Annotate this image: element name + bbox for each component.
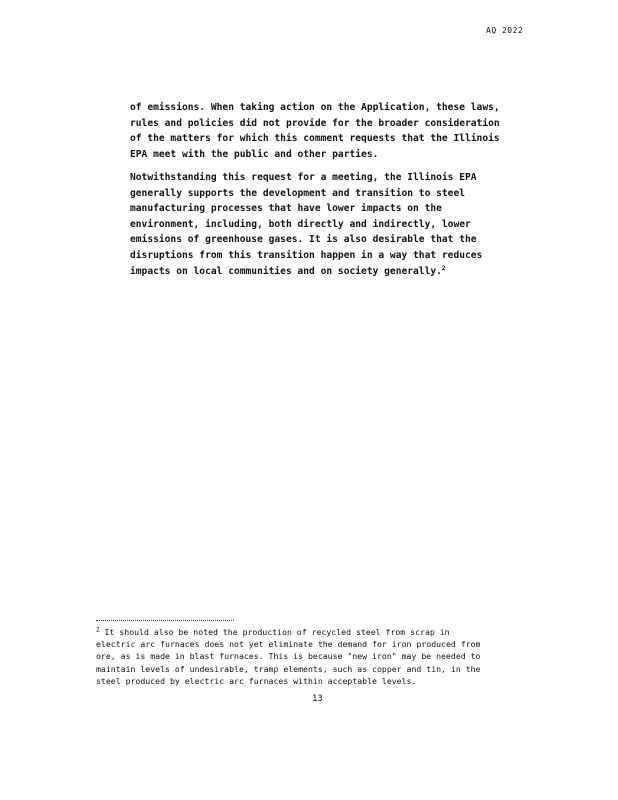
footnote-line-text: It should also be noted the production of recycled steel from scrap in	[99, 627, 450, 637]
document-code: AQ 2022	[486, 26, 524, 35]
paragraph-line: manufacturing processes that have lower impacts on the	[130, 203, 442, 215]
body-paragraph-2	[130, 170, 550, 279]
footnote	[96, 626, 546, 687]
paragraph-line: disruptions from this transition happen in a way that reduces	[130, 249, 483, 261]
paragraph-line-last	[130, 264, 550, 280]
paragraph-line: of the matters for which this comment requests that the Illinois	[130, 133, 500, 145]
paragraph-line: generally supports the development and transition to steel	[130, 187, 466, 199]
paragraph-line-text: impacts on local communities and on society generally.	[130, 265, 442, 277]
footnote-line: electric arc furnaces does not yet eliminate the demand for iron produced from	[96, 639, 481, 650]
footnote-line: maintain levels of undesirable, tramp elements, such as copper and tin, in the	[96, 663, 481, 674]
paragraph-line: environment, including, both directly and indirectly, lower	[130, 218, 471, 230]
paragraph-line: EPA meet with the public and other parties.	[130, 148, 379, 160]
footnote-line: ore, as is made in blast furnaces. This is because "new iron" may be needed to	[96, 651, 481, 662]
paragraph-line: Notwithstanding this request for a meeting, the Illinois EPA	[130, 172, 477, 183]
footnote-separator	[96, 620, 234, 621]
paragraph-line: emissions of greenhouse gases. It is also desirable that the	[130, 234, 477, 246]
body-paragraph-1	[130, 100, 550, 162]
footnote-line-first	[96, 626, 546, 638]
footnote-line: steel produced by electric arc furnaces within acceptable levels.	[96, 675, 417, 686]
footnote-reference[interactable]: 2	[441, 264, 446, 272]
paragraph-line: of emissions. When taking action on the Application, these laws,	[130, 102, 500, 113]
paragraph-line: rules and policies did not provide for the broader consideration	[130, 117, 500, 129]
footnote-marker: 2	[96, 626, 100, 634]
page-number: 13	[312, 694, 323, 704]
